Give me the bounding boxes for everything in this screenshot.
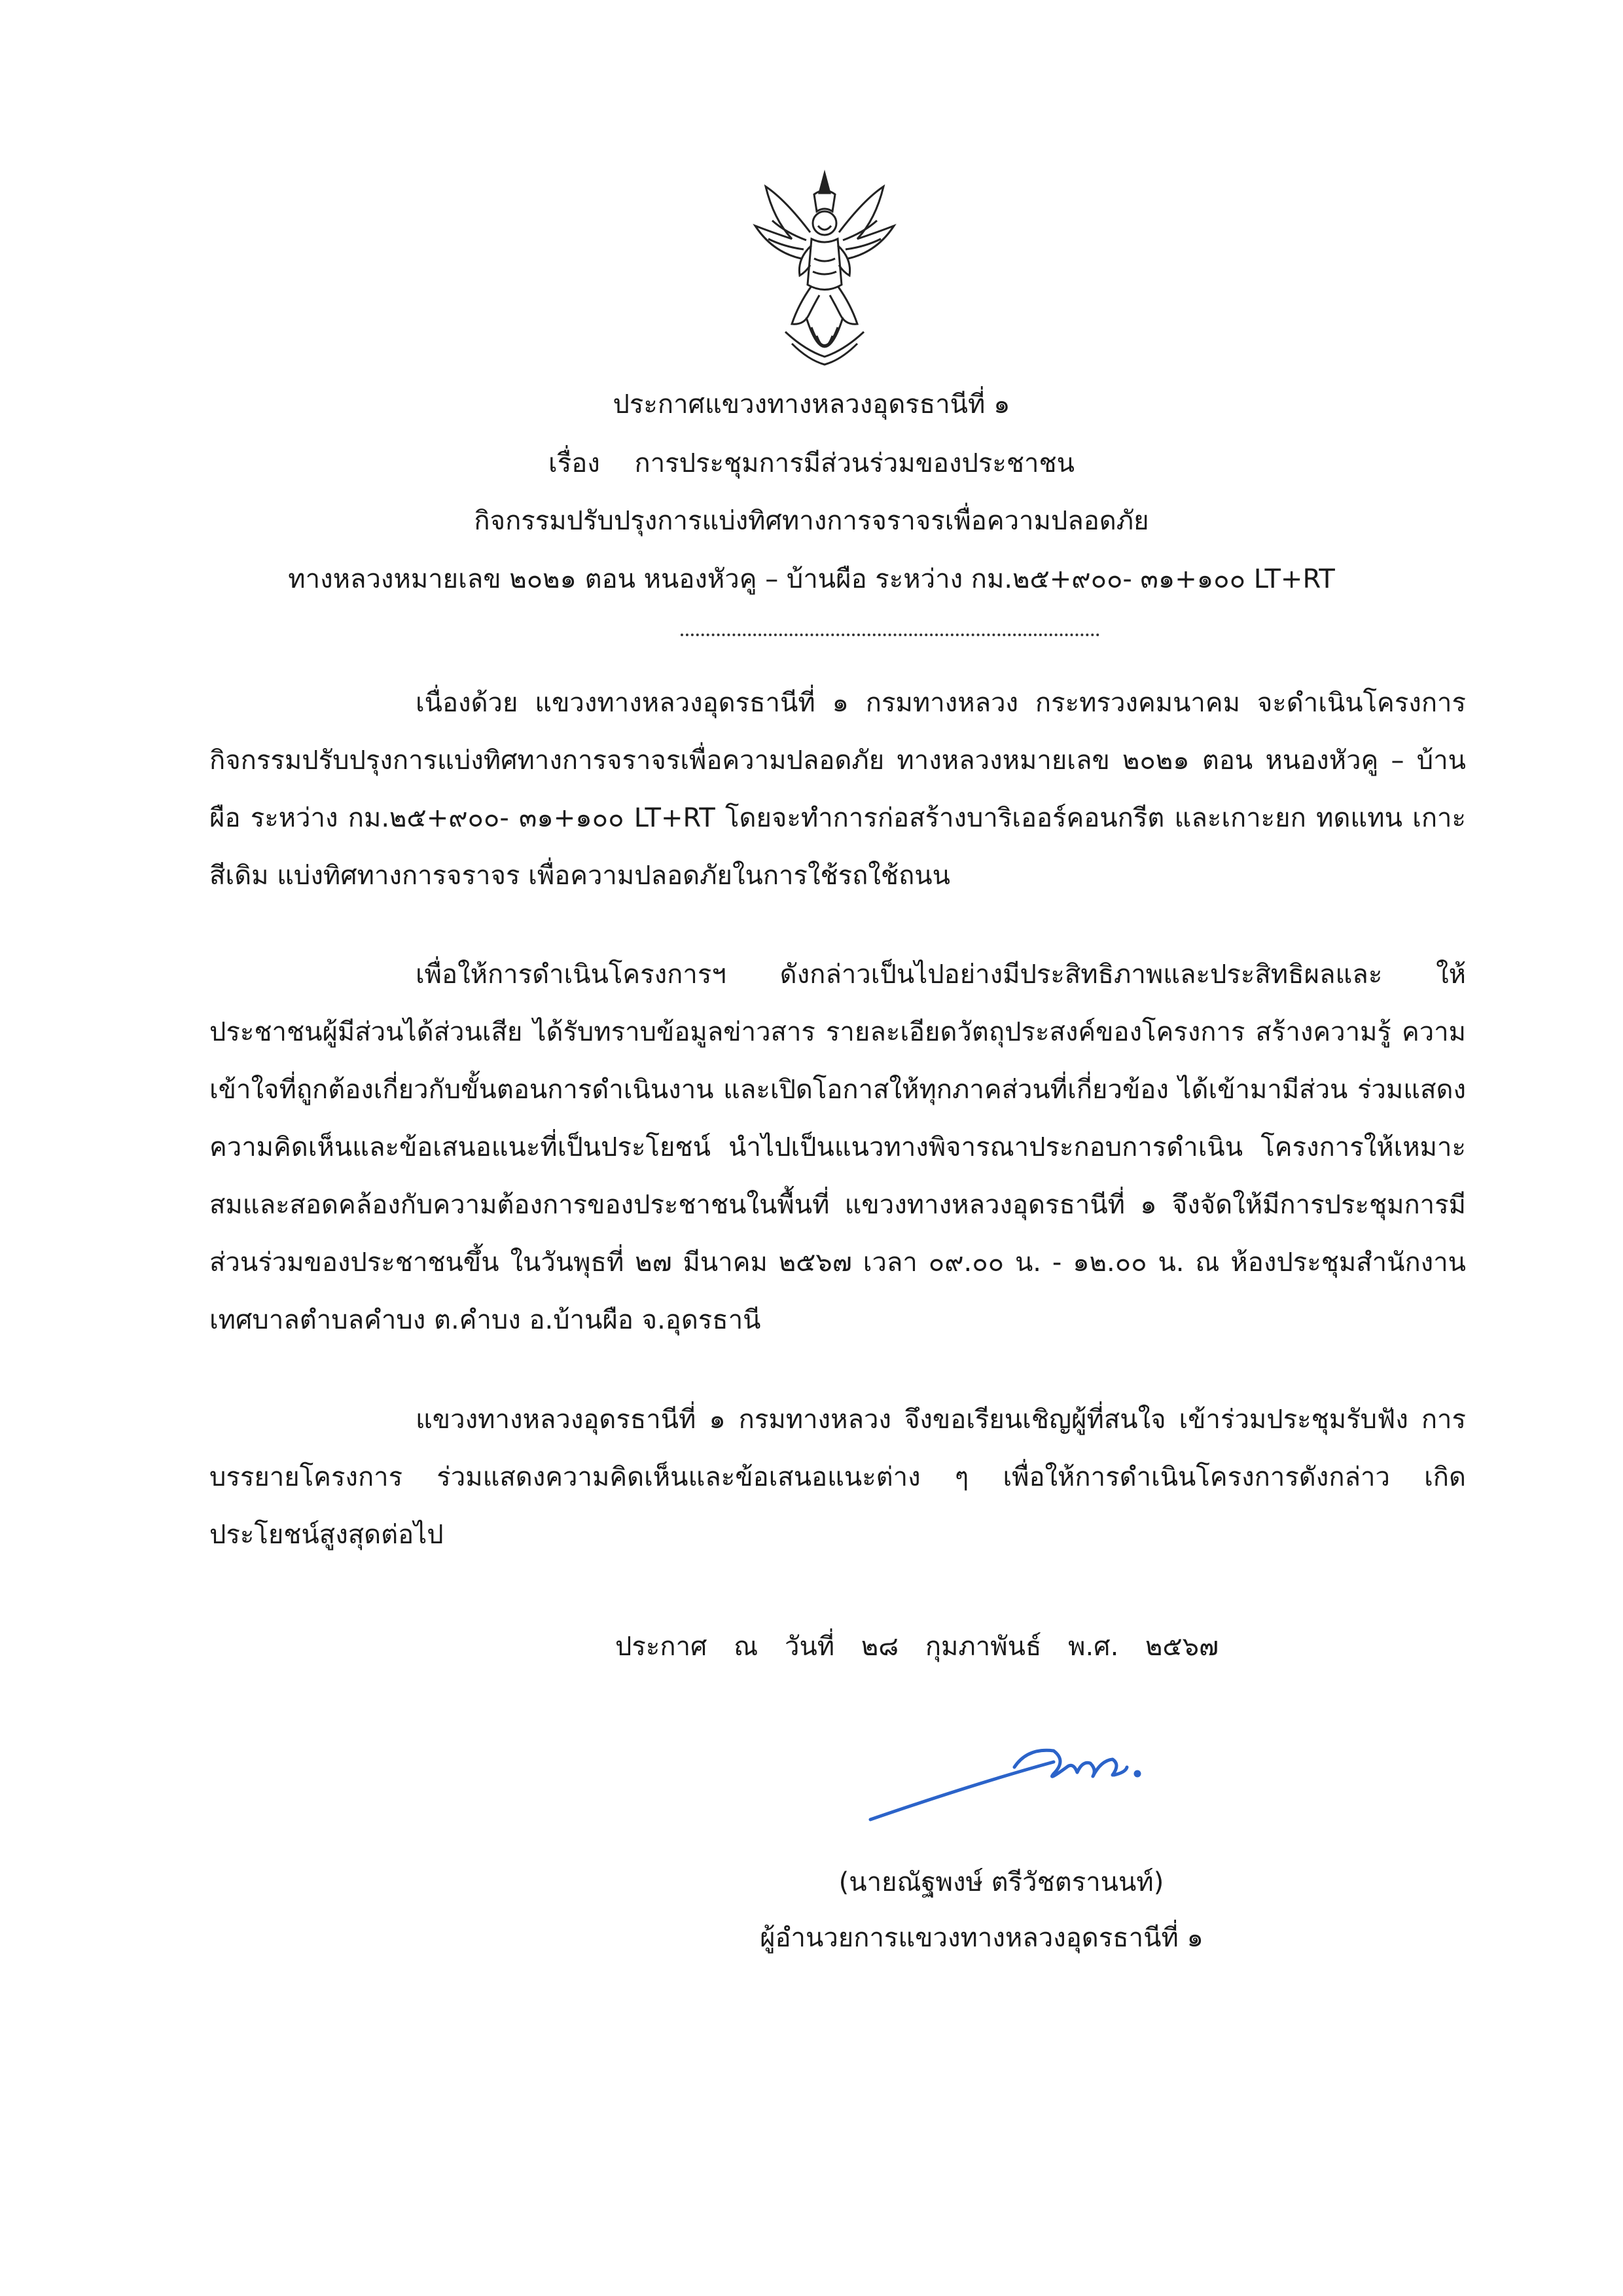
subject-label: เรื่อง xyxy=(548,448,600,478)
announcement-issuer: ประกาศแขวงทางหลวงอุดรธานีที่ ๑ xyxy=(613,389,1010,420)
body-paragraph-1: เนื่องด้วย แขวงทางหลวงอุดรธานีที่ ๑ กรมทางหลวง กระทรวงคมนาคม จะดำเนินโครงการ กิจกรรมปรับปรุงการแบ่งทิศทางการจราจรเพื่อความปลอดภัย ทางหลวงหมายเลข ๒๐๒๑ ตอน หนองหัวคู – บ้านผือ ระหว่าง กม.๒๕+๙๐๐- ๓๑+๑๐๐ LT+RT โดยจะทำการก่อสร้างบาริเออร์คอนกรีต และเกาะยก ทดแทน เกาะสีเดิม แบ่งทิศทางการจราจร เพื่อความปลอดภัยในการใช้รถใช้ถนน xyxy=(209,688,1466,891)
date-prefix: ประกาศ xyxy=(615,1632,707,1662)
signatory-name: (นายณัฐพงษ์ ตรีวัชตรานนท์) xyxy=(838,1867,1164,1897)
date-day-label: วันที่ xyxy=(784,1632,835,1662)
announcement-activity: กิจกรรมปรับปรุงการแบ่งทิศทางการจราจรเพื่อความปลอดภัย xyxy=(474,506,1149,536)
garuda-emblem-icon xyxy=(746,160,903,383)
announcement-subject: การประชุมการมีส่วนร่วมของประชาชน xyxy=(634,448,1075,478)
date-at: ณ xyxy=(734,1632,758,1662)
announcement-route: ทางหลวงหมายเลข ๒๐๒๑ ตอน หนองหัวคู – บ้านผือ ระหว่าง กม.๒๕+๙๐๐- ๓๑+๑๐๐ LT+RT xyxy=(288,564,1335,594)
date-month: กุมภาพันธ์ xyxy=(925,1632,1042,1662)
signatory-position: ผู้อำนวยการแขวงทางหลวงอุดรธานีที่ ๑ xyxy=(760,1923,1204,1953)
signature-mark xyxy=(857,1721,1185,1833)
body-paragraph-3: แขวงทางหลวงอุดรธานีที่ ๑ กรมทางหลวง จึงขอเรียนเชิญผู้ที่สนใจ เข้าร่วมประชุมรับฟัง การบรรยายโครงการ ร่วมแสดงความคิดเห็นและข้อเสนอแนะต่าง ๆ เพื่อให้การดำเนินโครงการดังกล่าว เกิดประโยชน์สูงสุดต่อไป xyxy=(209,1405,1466,1550)
date-era: พ.ศ. xyxy=(1068,1632,1119,1662)
announcement-date xyxy=(615,1628,1237,1665)
body-paragraph-2: เพื่อให้การดำเนินโครงการฯ ดังกล่าวเป็นไปอย่างมีประสิทธิภาพและประสิทธิผลและ ให้ประชาชนผู้มีส่วนได้ส่วนเสีย ได้รับทราบข้อมูลข่าวสาร รายละเอียดวัตถุประสงค์ของโครงการ สร้างความรู้ ความเข้าใจที่ถูกต้องเกี่ยวกับขั้นตอนการดำเนินงาน และเปิดโอกาสให้ทุกภาคส่วนที่เกี่ยวข้อง ได้เข้ามามีส่วน ร่วมแสดงความคิดเห็นและข้อเสนอแนะที่เป็นประโยชน์ นำไปเป็นแนวทางพิจารณาประกอบการดำเนิน โครงการให้เหมาะสมและสอดคล้องกับความต้องการของประชาชนในพื้นที่ แขวงทางหลวงอุดรธานีที่ ๑ จึงจัดให้มีการประชุมการมีส่วนร่วมของประชาชนขึ้น ในวันพุธที่ ๒๗ มีนาคม ๒๕๖๗ เวลา ๐๙.๐๐ น. - ๑๒.๐๐ น. ณ ห้องประชุมสำนักงานเทศบาลตำบลคำบง ต.คำบง อ.บ้านผือ จ.อุดรธานี xyxy=(209,960,1466,1335)
date-year: ๒๕๖๗ xyxy=(1145,1632,1219,1662)
title-divider xyxy=(681,634,1099,636)
announcement-subject-line xyxy=(0,445,1623,482)
date-day: ๒๘ xyxy=(861,1632,899,1662)
